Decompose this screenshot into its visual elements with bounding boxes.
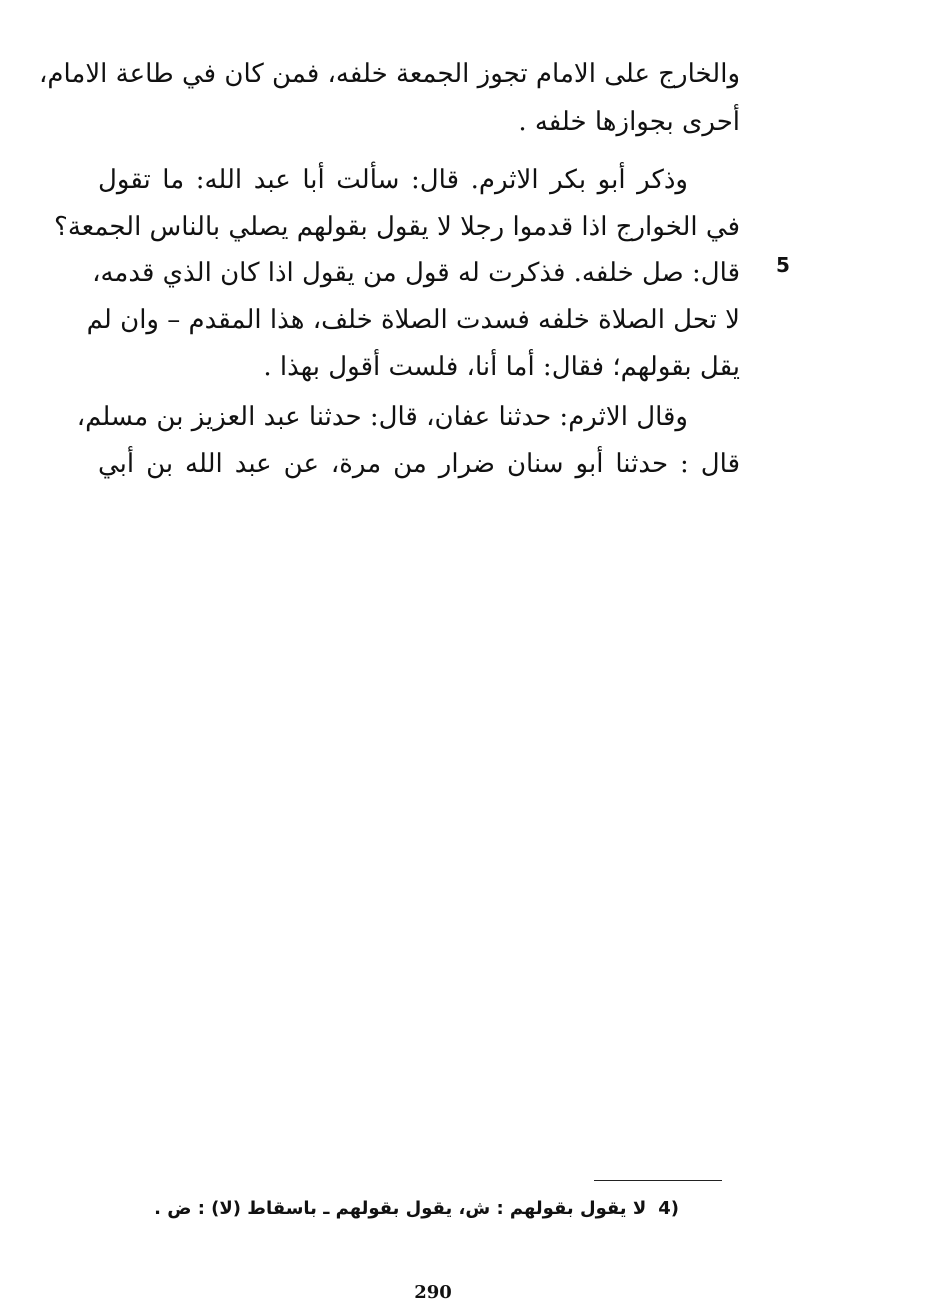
text-line: وذكر أبو بكر الاثرم. قال: سألت أبا عبد الله: ما تقول: [98, 165, 688, 195]
footnote-number: 4): [658, 1198, 679, 1219]
text-line: قال : حدثنا أبو سنان ضرار من مرة، عن عبد الله بن أبي: [98, 449, 740, 479]
text-line: أحرى بجوازها خلفه .: [518, 107, 740, 137]
margin-line-number: 5: [776, 253, 790, 277]
footnote-text: لا يقول بقولهم : ش، يقول بقولهم ـ باسقاط (لا) : ض .: [154, 1198, 647, 1219]
text-line: يقل بقولهم؛ فقال: أما أنا، فلست أقول بهذا .: [263, 352, 740, 382]
text-line: في الخوارج اذا قدموا رجلا لا يقول بقولهم يصلي بالناس الجمعة؟: [54, 212, 740, 242]
text-line: وقال الاثرم: حدثنا عفان، قال: حدثنا عبد العزيز بن مسلم،: [76, 402, 688, 432]
text-line: والخارج على الامام تجوز الجمعة خلفه، فمن كان في طاعة الامام،: [39, 59, 740, 89]
footnote-divider: [594, 1180, 722, 1181]
footnote: [154, 1192, 679, 1226]
text-line: قال: صل خلفه. فذكرت له قول من يقول اذا كان الذي قدمه،: [92, 258, 740, 288]
text-line: لا تحل الصلاة خلفه فسدت الصلاة خلف، هذا المقدم – وان لم: [86, 305, 740, 335]
main-text: [39, 50, 740, 490]
page-number: 290: [414, 1282, 452, 1303]
